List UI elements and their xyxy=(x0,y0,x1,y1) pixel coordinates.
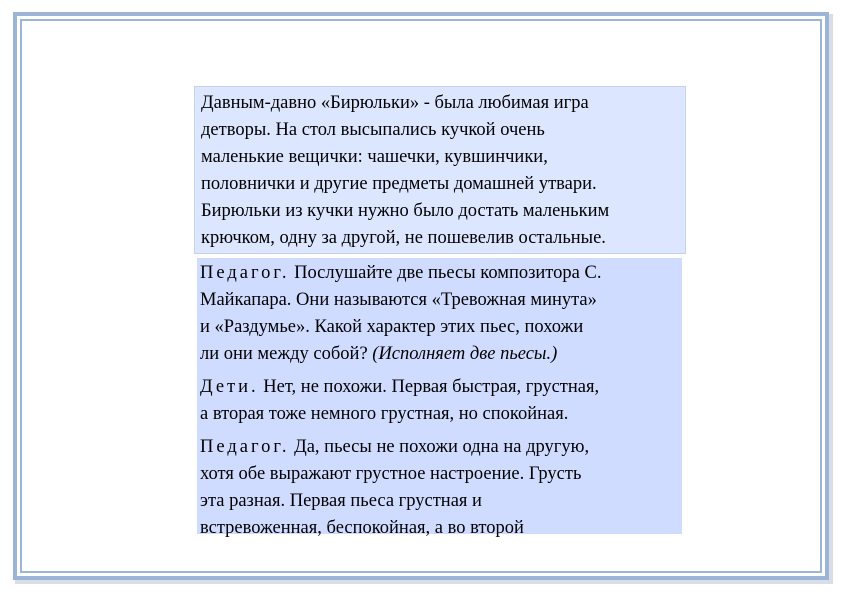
dialogue-text-box xyxy=(197,258,682,538)
frame-shadow-bottom xyxy=(15,580,833,584)
teacher-reply-paragraph xyxy=(200,434,682,542)
speaker-teacher: Педагог. xyxy=(200,263,290,283)
frame-shadow-right xyxy=(829,14,833,582)
speaker-teacher-2: Педагог. xyxy=(200,437,290,457)
intro-text-box xyxy=(194,86,686,254)
teacher-reply-text: Да, пьесы не похожи одна на другую, хотя обе выражают грустное настроение. Грусть эта разная. Первая пьеса грустная и встревоженная, беспокойная, а во второй xyxy=(200,437,590,538)
children-answer-text: Нет, не похожи. Первая быстрая, грустная, а вторая тоже немного грустная, но спокойная. xyxy=(200,377,600,424)
intro-paragraph: Давным-давно «Бирюльки» - была любимая игра детворы. На стол высыпались кучкой очень маленькие вещички: чашечки, кувшинчики, половнички и другие предметы домашней утвари. Бирюльки из кучки нужно было достать маленьким крючком, одну за другой, не пошевелив остальные. xyxy=(201,93,610,248)
teacher-question-paragraph xyxy=(200,260,682,368)
teacher-question-text: Послушайте две пьесы композитора С. Майкапара. Они называются «Тревожная минута» и «Раздумье». Какой характер этих пьес, похожи ли они между собой? xyxy=(200,263,602,364)
speaker-children: Дети. xyxy=(200,377,259,397)
children-answer-paragraph xyxy=(200,374,682,428)
stage-remark: (Исполняет две пьесы.) xyxy=(372,344,558,364)
